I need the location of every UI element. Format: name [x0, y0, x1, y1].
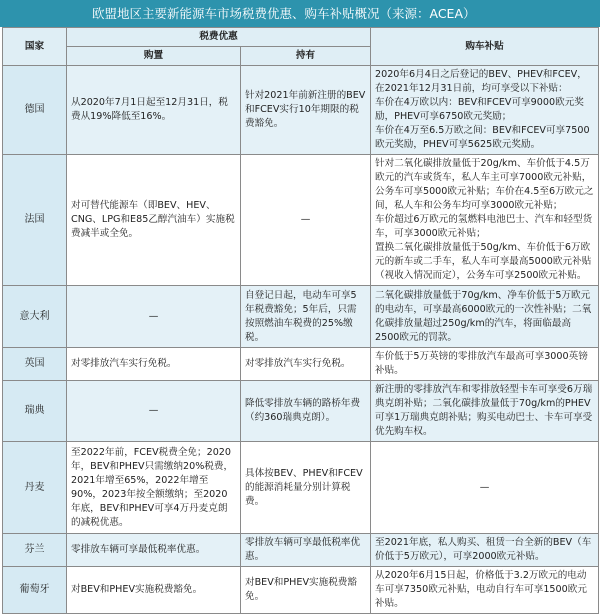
subsidy-cell	[371, 286, 599, 348]
subsidy-line: 2020年6月4日之后登记的BEV、PHEV和FCEV，在2021年12月31日前，均可享受以下补贴：	[375, 69, 587, 94]
holding-cell: 零排放车辆可享最低税率优惠。	[241, 534, 371, 567]
table-row	[3, 442, 599, 534]
subsidy-cell	[371, 348, 599, 381]
purchase-cell: 对零排放汽车实行免税。	[67, 348, 241, 381]
subsidy-cell	[371, 66, 599, 155]
subsidy-cell	[371, 567, 599, 614]
subsidy-line: 车价在4万至6.5万欧之间：BEV和FCEV可享7500欧元奖励，PHEV可享5625欧元奖励。	[375, 125, 590, 150]
subsidy-line: 针对二氧化碳排放量低于20g/km、车价低于4.5万欧元的汽车或货车，私人车主可享7000欧元补贴，公务车可享5000欧元补贴；车价在4.5至6万欧元之间，私人车和公务车均可享3000欧元补贴；	[375, 158, 594, 211]
holding-cell: 对零排放汽车实行免税。	[241, 348, 371, 381]
purchase-cell: 零排放车辆可享最低税率优惠。	[67, 534, 241, 567]
subsidy-line: —	[479, 481, 490, 493]
header-purchase: 购置	[67, 47, 241, 66]
country-cell: 芬兰	[3, 534, 67, 567]
table-row	[3, 534, 599, 567]
holding-cell: 自登记日起，电动车可享5年税费豁免；5年后，只需按照燃油车税费的25%缴税。	[241, 286, 371, 348]
table-title: 欧盟地区主要新能源车市场税费优惠、购车补贴概况（来源：ACEA）	[0, 0, 600, 27]
header-tax: 税费优惠	[67, 28, 371, 47]
holding-cell: 具体按BEV、PHEV和FCEV的能源消耗量分别计算税费。	[241, 442, 371, 534]
header-country: 国家	[3, 28, 67, 66]
incentives-table	[2, 27, 599, 614]
subsidy-cell	[371, 534, 599, 567]
country-cell: 丹麦	[3, 442, 67, 534]
header-subsidy: 购车补贴	[371, 28, 599, 66]
country-cell: 意大利	[3, 286, 67, 348]
purchase-cell: —	[67, 381, 241, 442]
subsidy-line: 车价超过6万欧元的氢燃料电池巴士、汽车和轻型货车，可享3000欧元补贴；	[375, 214, 593, 239]
subsidy-line: 二氧化碳排放量低于70g/km、净车价低于5万欧元的电动车，可享最高6000欧元的一次性补贴；二氧化碳排放量超过250g/km的汽车，将面临最高2500欧元的罚款。	[375, 289, 592, 343]
subsidy-line: 从2020年6月15日起，价格低于3.2万欧元的电动车可享7350欧元补贴，电动自行车可享1500欧元补贴。	[375, 570, 587, 609]
country-cell: 瑞典	[3, 381, 67, 442]
purchase-cell: 至2022年前，FCEV税费全免；2020年，BEV和PHEV只需缴纳20%税费，2021年增至65%，2022年增至90%，2023年按全额缴纳；至2020年底，BEV和PHEV可享4万丹麦克朗的减税优惠。	[67, 442, 241, 534]
subsidy-line: 新注册的零排放汽车和零排放轻型卡车可享受6万瑞典克朗补贴；二氧化碳排放量低于70g/km的PHEV可享1万瑞典克朗补贴；购买电动巴士、卡车可享受优先购车权。	[375, 384, 593, 437]
subsidy-line: 车价在4万欧以内：BEV和FCEV可享9000欧元奖励，PHEV可享6750欧元奖励；	[375, 97, 584, 122]
country-cell: 德国	[3, 66, 67, 155]
table-row	[3, 286, 599, 348]
country-cell: 葡萄牙	[3, 567, 67, 614]
table-row	[3, 381, 599, 442]
holding-cell: 对BEV和PHEV实施税费豁免。	[241, 567, 371, 614]
table-row	[3, 348, 599, 381]
header-holding: 持有	[241, 47, 371, 66]
holding-cell: —	[241, 155, 371, 286]
purchase-cell: 对可替代能源车（即BEV、HEV、CNG、LPG和E85乙醇汽油车）实施税费减半或全免。	[67, 155, 241, 286]
subsidy-cell	[371, 155, 599, 286]
subsidy-line: 至2021年底，私人购买、租赁一台全新的BEV（车价低于5万欧元），可享2000欧元补贴。	[375, 537, 592, 562]
purchase-cell: 从2020年7月1日起至12月31日，税费从19%降低至16%。	[67, 66, 241, 155]
holding-cell: 针对2021年前新注册的BEV和FCEV实行10年期限的税费豁免。	[241, 66, 371, 155]
purchase-cell: 对BEV和PHEV实施税费豁免。	[67, 567, 241, 614]
table-row	[3, 66, 599, 155]
purchase-cell: —	[67, 286, 241, 348]
holding-cell: 降低零排放车辆的路桥年费（约360瑞典克朗）。	[241, 381, 371, 442]
table-row	[3, 155, 599, 286]
country-cell: 法国	[3, 155, 67, 286]
subsidy-cell	[371, 442, 599, 534]
country-cell: 英国	[3, 348, 67, 381]
subsidy-cell	[371, 381, 599, 442]
table-row	[3, 567, 599, 614]
subsidy-line: 车价低于5万英镑的零排放汽车最高可享3000英镑补贴。	[375, 351, 588, 376]
subsidy-line: 置换二氧化碳排放量低于50g/km、车价低于6万欧元的新车或二手车，私人车可享最高5000欧元补贴（视收入情况而定），公务车可享2500欧元补贴。	[375, 242, 592, 281]
